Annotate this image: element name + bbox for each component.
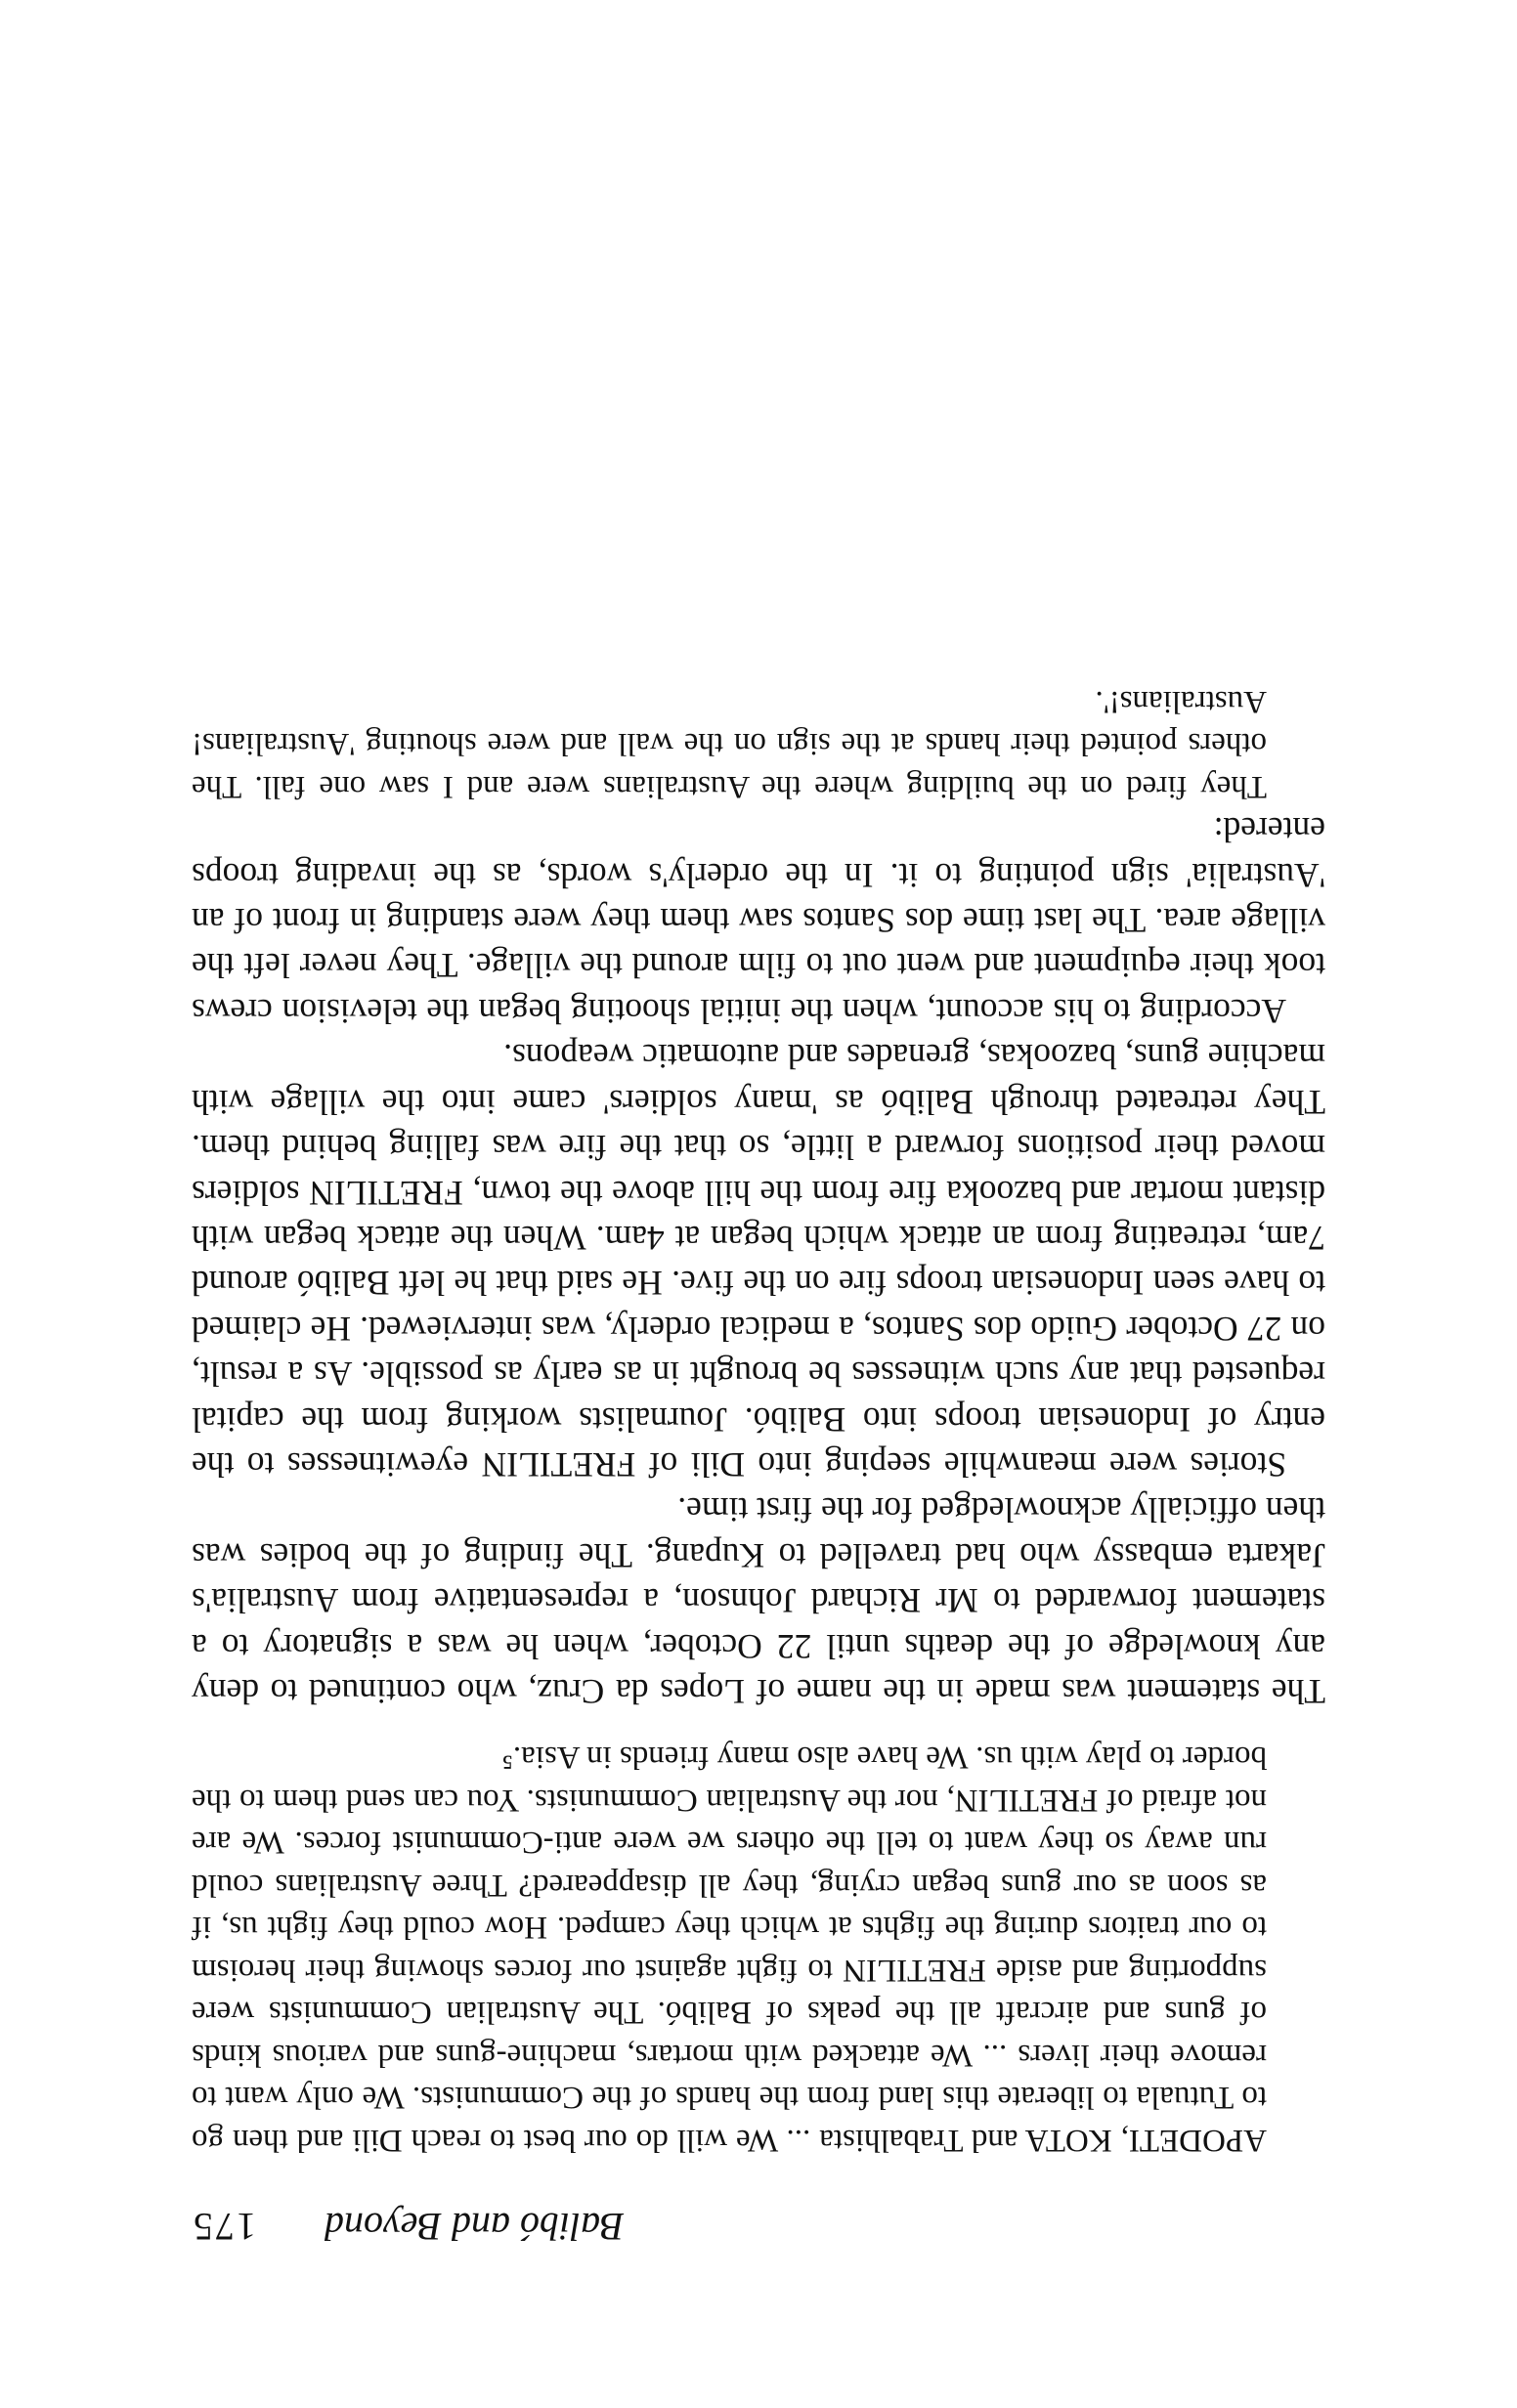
running-title: Balibó and Beyond [325, 2205, 625, 2249]
body-text [192, 807, 1325, 1714]
paragraph-3: According to his account, when the initial shooting began the television crews took their equipment and went out to film around the village. They never left the village area. The last time dos Santos saw them they were standing in front of an 'Australia' sign pointing to it. In the orderly's words, as the invading troops entered: [192, 810, 1325, 1031]
block-quote-1 [192, 1736, 1325, 2161]
quote-text-1: APODETI, KOTA and Trabalhista ... We will do our best to reach Dili and then go to Tutuala to liberate this land from the hands of the Communists. We only want to remove their livers ... We attacked with mortars, machine-guns and various kinds of guns and aircraft all the peaks of Balibó. The Australian Communists were supporting and aside FRETILIN to fight against our forces showing their heroism to our traitors during the fights at which they camped. How could they fight us, if as soon as our guns began crying, they all disappeared? Three Australians could run away so they want to tell the others we were anti-Communist forces. We are not afraid of FRETILIN, nor the Australian Communists. You can send them to the border to play with us. We have also many friends in Asia.⁵ [192, 1740, 1267, 2158]
paragraph-2: Stories were meanwhile seeping into Dili of FRETILIN eyewitnesses to the entry of Indonesian troops into Balibó. Journalists working from the capital requested that any such witnesses be brought in as early as possible. As a result, on 27 October Guido dos Santos, a medical orderly, was interviewed. He claimed to have seen Indonesian troops fire on the five. He said that he left Balibó around 7am, retreating from an attack which began at 4am. When the attack began with distant mortar and bazooka fire from the hill above the town, FRETILIN soldiers moved their positions forward a little, so that the fire was falling behind them. They retreated through Balibó as 'many soldiers' came into the village with machine guns, bazookas, grenades and automatic weapons. [192, 1037, 1325, 1484]
paragraph-1: The statement was made in the name of Lopes da Cruz, who continued to deny any knowledge of the deaths until 22 October, when he was a signatory to a statement forwarded to Mr Richard Johnson, a representative from Australia's Jakarta embassy who had travelled to Kupang. The finding of the bodies was then officially acknowledged for the first time. [192, 1490, 1325, 1711]
block-quote-2 [192, 679, 1325, 807]
quote-text-2: They fired on the building where the Australians were and I saw one fall. The others pointed their hands at the sign on the wall and were shouting 'Australians! Australians!'. [192, 683, 1267, 804]
page-content [192, 679, 1325, 2250]
running-head [192, 2204, 1325, 2250]
page-number: 175 [192, 2205, 256, 2249]
